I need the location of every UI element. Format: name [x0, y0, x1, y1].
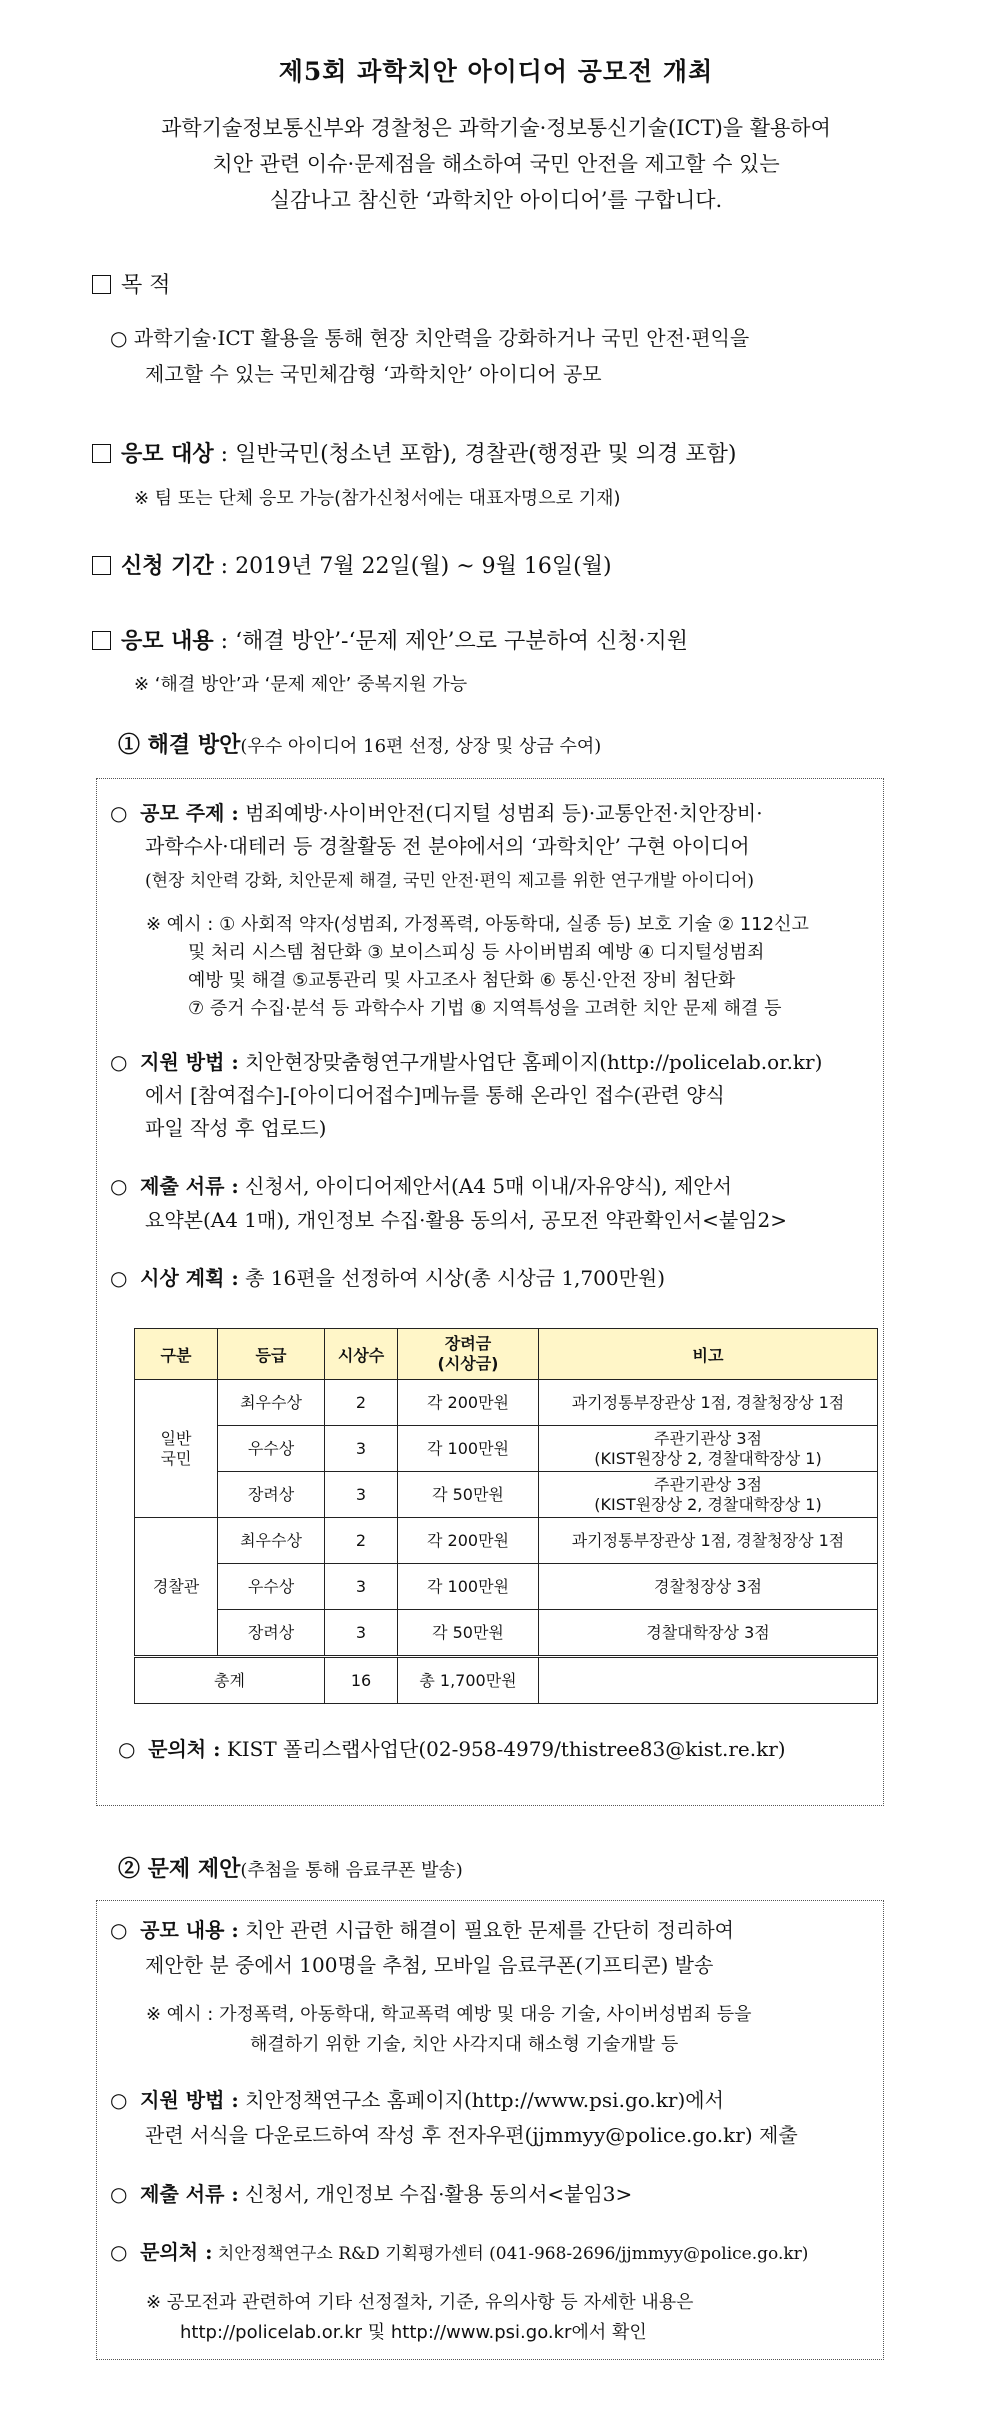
section-target-heading: 응모 대상 : 일반국민(청소년 포함), 경찰관(행정관 및 의경 포함)	[92, 437, 736, 468]
table-cell: 주관기관상 3점 (KIST원장상 2, 경찰대학장상 1)	[539, 1472, 878, 1518]
purpose-line: 제고할 수 있는 국민체감형 ‘과학치안’ 아이디어 공모	[145, 362, 602, 386]
table-cell: 총 1,700만원	[398, 1657, 539, 1704]
table-row	[135, 1564, 878, 1610]
table-cell: 경찰대학장상 3점	[539, 1610, 878, 1657]
solution-method-line: 파일 작성 후 업로드)	[145, 1116, 327, 1140]
solution-method: ○ 지원 방법 : 치안현장맞춤형연구개발사업단 홈페이지(http://policelab.or.kr)	[110, 1050, 823, 1074]
purpose-line: ○ 과학기술·ICT 활용을 통해 현장 치안력을 강화하거나 국민 안전·편익을	[110, 326, 750, 350]
final-note-line: http://policelab.or.kr 및 http://www.psi.go.kr에서 확인	[180, 2322, 647, 2343]
table-cell: 총계	[135, 1657, 325, 1704]
solution-topic-line: (현장 치안력 강화, 치안문제 해결, 국민 안전·편익 제고를 위한 연구개발 아이디어)	[145, 871, 755, 891]
section-purpose-heading: 목 적	[92, 268, 171, 299]
solution-heading: ① 해결 방안(우수 아이디어 16편 선정, 상장 및 상금 수여)	[118, 732, 602, 758]
table-cell: 각 100만원	[398, 1564, 539, 1610]
solution-example-line: ※ 예시 : ① 사회적 약자(성범죄, 가정폭력, 아동학대, 실종 등) 보호 기술 ② 112신고	[146, 914, 809, 935]
page-title: 제5회 과학치안 아이디어 공모전 개최	[278, 57, 714, 86]
column-header: 장려금 (시상금)	[398, 1329, 539, 1380]
group-cell: 경찰관	[135, 1518, 218, 1657]
table-cell: 3	[325, 1564, 398, 1610]
table-row	[135, 1610, 878, 1657]
table-cell: 3	[325, 1610, 398, 1657]
table-row	[135, 1380, 878, 1426]
problem-method-line: 관련 서식을 다운로드하여 작성 후 전자우편(jjmmyy@police.go.kr) 제출	[145, 2123, 798, 2147]
intro-line: 과학기술정보통신부와 경찰청은 과학기술·정보통신기술(ICT)을 활용하여	[161, 116, 831, 140]
table-cell: 3	[325, 1472, 398, 1518]
problem-topic-line: 제안한 분 중에서 100명을 추첨, 모바일 음료쿠폰(기프티콘) 발송	[145, 1953, 714, 1977]
table-cell: 2	[325, 1380, 398, 1426]
solution-award: ○ 시상 계획 : 총 16편을 선정하여 시상(총 시상금 1,700만원)	[110, 1266, 666, 1290]
content-note: ※ ‘해결 방안’과 ‘문제 제안’ 중복지원 가능	[134, 674, 468, 695]
intro-paragraph	[0, 110, 992, 218]
table-cell: 우수상	[218, 1426, 325, 1472]
problem-example-line: 해결하기 위한 기술, 치안 사각지대 해소형 기술개발 등	[250, 2034, 679, 2055]
intro-line: 실감나고 참신한 ‘과학치안 아이디어’를 구합니다.	[269, 188, 723, 212]
table-cell: 각 200만원	[398, 1380, 539, 1426]
solution-topic: ○ 공모 주제 : 범죄예방·사이버안전(디지털 성범죄 등)·교통안전·치안장비·	[110, 801, 763, 825]
column-header: 등급	[218, 1329, 325, 1380]
table-cell: 주관기관상 3점 (KIST원장상 2, 경찰대학장상 1)	[539, 1426, 878, 1472]
problem-method: ○ 지원 방법 : 치안정책연구소 홈페이지(http://www.psi.go.kr)에서	[110, 2088, 724, 2112]
checkbox-square-icon	[92, 275, 111, 294]
checkbox-square-icon	[92, 631, 111, 650]
problem-topic: ○ 공모 내용 : 치안 관련 시급한 해결이 필요한 문제를 간단히 정리하여	[110, 1918, 734, 1942]
target-note: ※ 팀 또는 단체 응모 가능(참가신청서에는 대표자명으로 기재)	[134, 488, 621, 509]
table-cell: 장려상	[218, 1610, 325, 1657]
solution-example-line: ⑦ 증거 수집·분석 등 과학수사 기법 ⑧ 지역특성을 고려한 치안 문제 해결 등	[188, 998, 782, 1019]
intro-line: 치안 관련 이슈·문제점을 해소하여 국민 안전을 제고할 수 있는	[212, 152, 780, 176]
table-row	[135, 1518, 878, 1564]
problem-example-line: ※ 예시 : 가정폭력, 아동학대, 학교폭력 예방 및 대응 기술, 사이버성범죄 등을	[146, 2004, 752, 2025]
solution-docs-line: 요약본(A4 1매), 개인정보 수집·활용 동의서, 공모전 약관확인서<붙임2>	[145, 1208, 787, 1232]
table-cell: 우수상	[218, 1564, 325, 1610]
section-content-heading: 응모 내용 : ‘해결 방안’-‘문제 제안’으로 구분하여 신청·지원	[92, 624, 688, 655]
table-cell: 3	[325, 1426, 398, 1472]
solution-example-line: 예방 및 해결 ⑤교통관리 및 사고조사 첨단화 ⑥ 통신·안전 장비 첨단화	[188, 970, 736, 991]
solution-topic-line: 과학수사·대테러 등 경찰활동 전 분야에서의 ‘과학치안’ 구현 아이디어	[145, 834, 750, 858]
checkbox-square-icon	[92, 556, 111, 575]
table-cell: 최우수상	[218, 1380, 325, 1426]
solution-method-line: 에서 [참여접수]-[아이디어접수]메뉴를 통해 온라인 접수(관련 양식	[145, 1083, 725, 1107]
column-header: 구분	[135, 1329, 218, 1380]
checkbox-square-icon	[92, 444, 111, 463]
table-total-row	[135, 1657, 878, 1704]
problem-docs: ○ 제출 서류 : 신청서, 개인정보 수집·활용 동의서<붙임3>	[110, 2182, 633, 2206]
table-cell: 각 50만원	[398, 1610, 539, 1657]
table-cell: 최우수상	[218, 1518, 325, 1564]
final-note-line: ※ 공모전과 관련하여 기타 선정절차, 기준, 유의사항 등 자세한 내용은	[146, 2292, 694, 2313]
award-table	[134, 1328, 878, 1704]
table-row	[135, 1426, 878, 1472]
table-cell: 과기정통부장관상 1점, 경찰청장상 1점	[539, 1380, 878, 1426]
group-cell: 일반 국민	[135, 1380, 218, 1518]
table-header-row	[135, 1329, 878, 1380]
section-period-heading: 신청 기간 : 2019년 7월 22일(월) ~ 9월 16일(월)	[92, 549, 612, 580]
table-cell: 16	[325, 1657, 398, 1704]
problem-contact: ○ 문의처 : 치안정책연구소 R&D 기획평가센터 (041-968-2696/jjmmyy@police.go.kr)	[110, 2240, 809, 2264]
problem-heading: ② 문제 제안(추첨을 통해 음료쿠폰 발송)	[118, 1856, 463, 1882]
table-cell: 경찰청장상 3점	[539, 1564, 878, 1610]
table-cell: 장려상	[218, 1472, 325, 1518]
solution-docs: ○ 제출 서류 : 신청서, 아이디어제안서(A4 5매 이내/자유양식), 제안서	[110, 1174, 732, 1198]
solution-example-line: 및 처리 시스템 첨단화 ③ 보이스피싱 등 사이버범죄 예방 ④ 디지털성범죄	[188, 942, 765, 963]
table-row	[135, 1472, 878, 1518]
column-header: 비고	[539, 1329, 878, 1380]
table-cell: 각 200만원	[398, 1518, 539, 1564]
column-header: 시상수	[325, 1329, 398, 1380]
table-cell: 각 100만원	[398, 1426, 539, 1472]
table-cell: 과기정통부장관상 1점, 경찰청장상 1점	[539, 1518, 878, 1564]
solution-contact: ○ 문의처 : KIST 폴리스랩사업단(02-958-4979/thistree83@kist.re.kr)	[118, 1737, 786, 1761]
table-cell: 각 50만원	[398, 1472, 539, 1518]
table-cell: 2	[325, 1518, 398, 1564]
table-cell	[539, 1657, 878, 1704]
